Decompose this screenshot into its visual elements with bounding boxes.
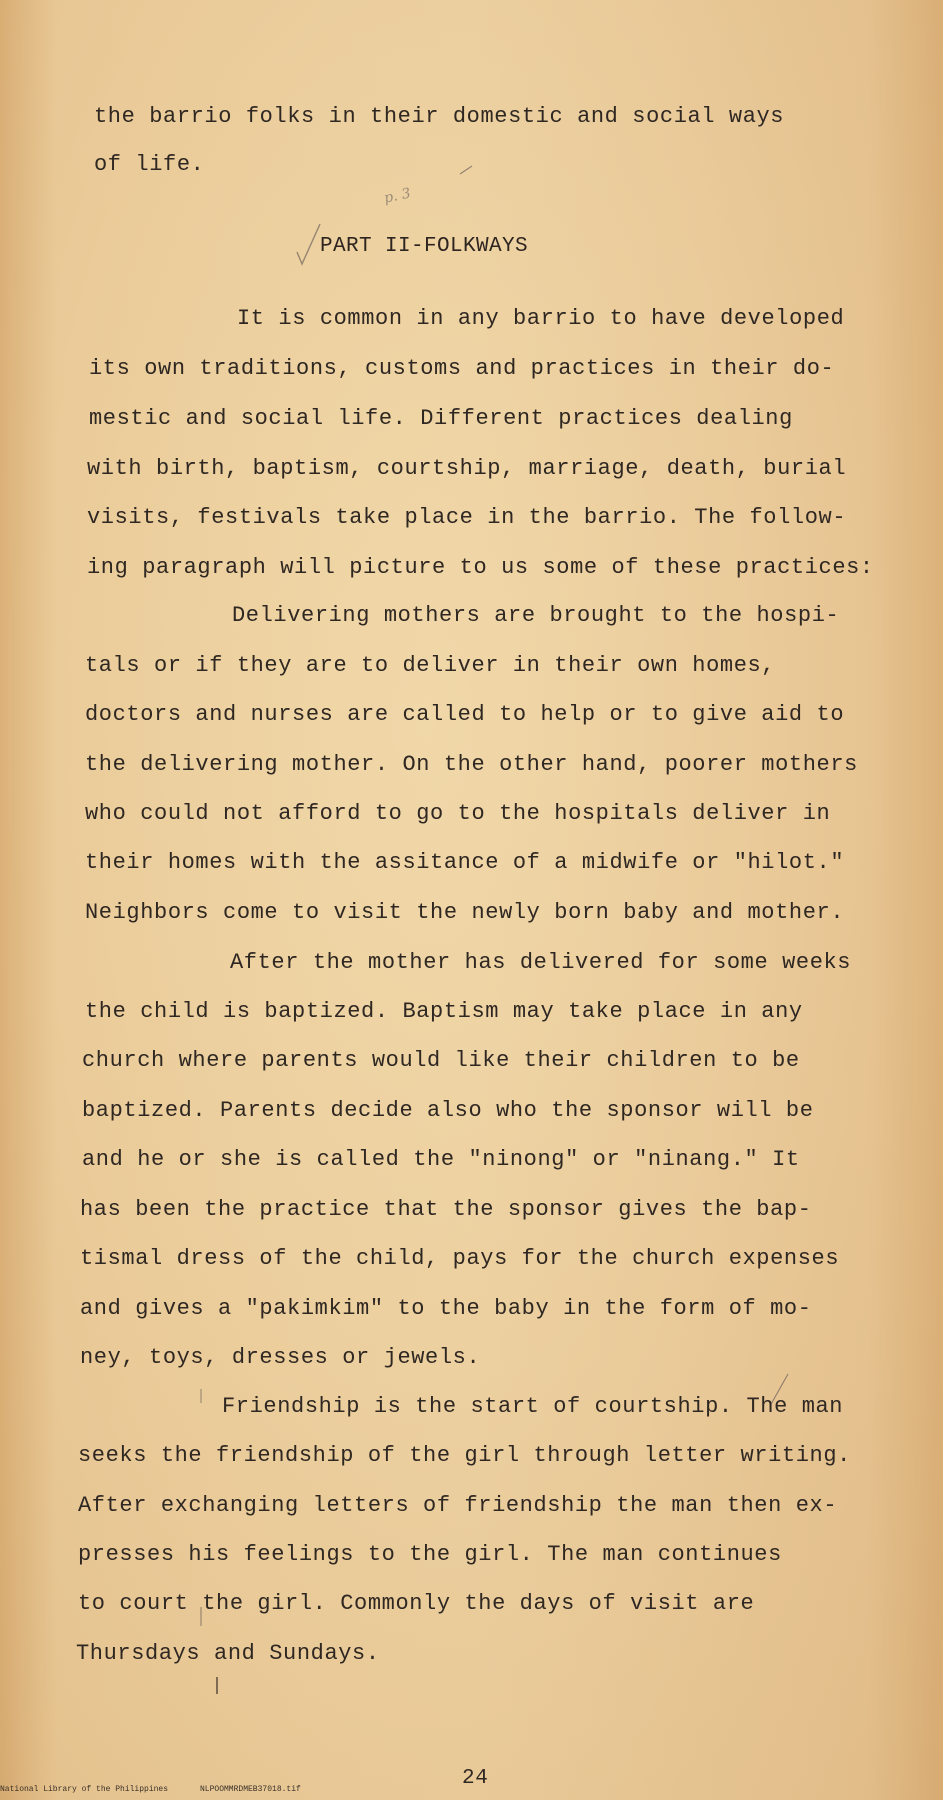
text-line-5: mestic and social life. Different practices dealing xyxy=(89,406,793,431)
text-line-2: of life. xyxy=(94,152,205,177)
section-heading: PART II-FOLKWAYS xyxy=(320,235,529,258)
text-line-13: who could not afford to go to the hospitals deliver in xyxy=(85,801,831,826)
text-line-9: Delivering mothers are brought to the hospi- xyxy=(232,603,840,628)
text-line-1: the barrio folks in their domestic and social ways xyxy=(94,104,785,129)
text-line-28: presses his feelings to the girl. The man continues xyxy=(78,1542,782,1567)
footer-library-name: National Library of the Philippines xyxy=(0,1785,169,1794)
text-line-8: ing paragraph will picture to us some of these practices: xyxy=(87,555,874,580)
text-line-12: the delivering mother. On the other hand, poorer mothers xyxy=(85,752,858,777)
pencil-bar-mark xyxy=(198,1388,204,1404)
text-line-27: After exchanging letters of friendship the man then ex- xyxy=(78,1493,838,1518)
text-line-11: doctors and nurses are called to help or to give aid to xyxy=(85,702,845,727)
pencil-tick-mark xyxy=(458,162,474,178)
text-line-20: and he or she is called the "ninong" or "ninang." It xyxy=(82,1147,800,1172)
text-line-26: seeks the friendship of the girl through letter writing. xyxy=(78,1443,851,1468)
text-line-21: has been the practice that the sponsor gives the bap- xyxy=(80,1197,812,1222)
text-line-4: its own traditions, customs and practices in their do- xyxy=(89,356,835,381)
text-line-14: their homes with the assitance of a midwife or "hilot." xyxy=(85,850,845,875)
text-line-24: ney, toys, dresses or jewels. xyxy=(80,1345,481,1370)
text-line-25: Friendship is the start of courtship. The man xyxy=(222,1394,844,1419)
text-line-15: Neighbors come to visit the newly born baby and mother. xyxy=(85,900,845,925)
footer-file-id: NLPOOMMRDMEB37018.tif xyxy=(200,1785,301,1794)
text-line-29: to court the girl. Commonly the days of visit are xyxy=(78,1591,755,1616)
text-line-16: After the mother has delivered for some weeks xyxy=(230,950,852,975)
text-line-10: tals or if they are to deliver in their own homes, xyxy=(85,653,776,678)
text-line-17: the child is baptized. Baptism may take place in any xyxy=(85,999,803,1024)
text-line-23: and gives a "pakimkim" to the baby in the form of mo- xyxy=(80,1296,812,1321)
text-line-18: church where parents would like their children to be xyxy=(82,1048,800,1073)
text-line-30: Thursdays and Sundays. xyxy=(76,1641,380,1666)
pencil-bar-mark-footer xyxy=(214,1676,220,1696)
text-line-7: visits, festivals take place in the barrio. The follow- xyxy=(87,505,847,530)
page-number: 24 xyxy=(462,1767,489,1790)
text-line-22: tismal dress of the child, pays for the church expenses xyxy=(80,1246,840,1271)
text-line-6: with birth, baptism, courtship, marriage, death, burial xyxy=(87,456,847,481)
text-line-3: It is common in any barrio to have developed xyxy=(237,306,845,331)
text-line-19: baptized. Parents decide also who the sponsor will be xyxy=(82,1098,814,1123)
margin-annotation: p. 3 xyxy=(382,185,413,207)
